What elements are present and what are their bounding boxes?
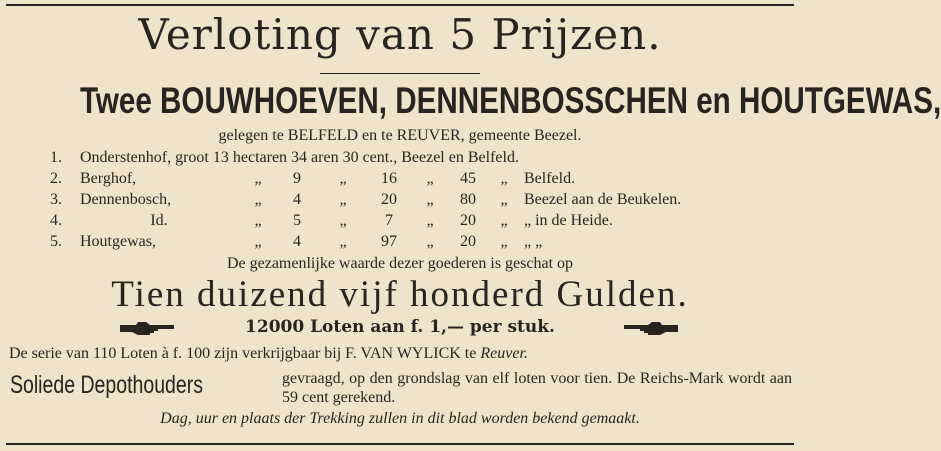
prize-cell-place: Belfeld. bbox=[524, 170, 576, 187]
prize-cell-num: 4. bbox=[50, 212, 62, 229]
prize-cell-q4: „ bbox=[500, 233, 508, 250]
prize-cell-place: „ in de Heide. bbox=[524, 212, 613, 229]
prize-cell-q2: „ bbox=[339, 191, 347, 208]
prize-cell-num: 3. bbox=[50, 191, 62, 208]
depot-text: gevraagd, op den grondslag van elf loten voor tien. De Reichs-Mark wordt aan 59 cent gerekend. bbox=[282, 370, 792, 406]
prize-cell-v1: 4 bbox=[293, 233, 301, 250]
prize-cell-q4: „ bbox=[500, 170, 508, 187]
prize-cell-name: Houtgewas, bbox=[80, 233, 156, 250]
prize-cell-q1: „ bbox=[254, 233, 262, 250]
prize-cell-q2: „ bbox=[339, 233, 347, 250]
bottom-border-rule bbox=[6, 443, 794, 445]
prize-row bbox=[50, 212, 681, 233]
prize-list bbox=[50, 149, 681, 254]
prize-cell-v1: 5 bbox=[293, 212, 301, 229]
prize-cell-place: Beezel aan de Beukelen. bbox=[524, 191, 682, 208]
prize-cell-q1: „ bbox=[254, 191, 262, 208]
prize-cell-q3: „ bbox=[426, 233, 434, 250]
prize-cell-v2: 16 bbox=[381, 170, 397, 187]
prize-cell-q4: „ bbox=[500, 191, 508, 208]
prize-cell-v2: 97 bbox=[381, 233, 397, 250]
pointing-hand-left-icon bbox=[622, 318, 680, 338]
estimate-line: De gezamenlijke waarde dezer goederen is geschat op bbox=[226, 255, 574, 272]
prize-cell-full: Onderstenhof, groot 13 hectaren 34 aren 30 cent., Beezel en Belfeld. bbox=[80, 149, 519, 166]
depot-heading: Soliede Depothouders bbox=[10, 371, 203, 399]
prize-cell-num: 2. bbox=[50, 170, 62, 187]
prize-cell-v2: 7 bbox=[385, 212, 393, 229]
footer-note: Dag, uur en plaats der Trekking zullen in dit blad worden bekend gemaakt. bbox=[160, 410, 640, 427]
prize-cell-name: Berghof, bbox=[80, 170, 137, 187]
lottery-tickets-line: 12000 Loten aan f. 1,— per stuk. bbox=[245, 317, 555, 337]
location-line: gelegen te BELFELD en te REUVER, gemeente Beezel. bbox=[218, 127, 582, 144]
prize-cell-place: „ „ bbox=[524, 233, 543, 250]
prize-cell-q2: „ bbox=[339, 212, 347, 229]
prize-row bbox=[50, 149, 681, 170]
prize-cell-v1: 9 bbox=[293, 170, 301, 187]
prize-cell-v3: 45 bbox=[460, 170, 476, 187]
prize-row bbox=[50, 233, 681, 254]
prize-row bbox=[50, 170, 681, 191]
prize-cell-v3: 20 bbox=[460, 233, 476, 250]
serie-line bbox=[9, 345, 791, 363]
prize-cell-name: Dennenbosch, bbox=[80, 191, 172, 208]
prize-cell-v2: 20 bbox=[381, 191, 397, 208]
prize-row bbox=[50, 191, 681, 212]
prize-cell-q3: „ bbox=[426, 212, 434, 229]
prize-cell-q2: „ bbox=[339, 170, 347, 187]
serie-text: De serie van 110 Loten à f. 100 zijn verkrijgbaar bij F. VAN WYLICK te bbox=[9, 345, 477, 362]
prize-cell-q3: „ bbox=[426, 191, 434, 208]
prize-cell-q1: „ bbox=[254, 170, 262, 187]
serie-place: Reuver. bbox=[480, 345, 528, 362]
prize-cell-num: 1. bbox=[50, 149, 62, 166]
prize-cell-v1: 4 bbox=[293, 191, 301, 208]
prize-cell-v3: 20 bbox=[460, 212, 476, 229]
total-value: Tien duizend vijf honderd Gulden. bbox=[111, 274, 689, 315]
prize-cell-q3: „ bbox=[426, 170, 434, 187]
advert-title: Verloting van 5 Prijzen. bbox=[138, 10, 662, 59]
top-border-rule bbox=[6, 4, 794, 6]
title-divider bbox=[320, 73, 480, 74]
prize-cell-num: 5. bbox=[50, 233, 62, 250]
prize-cell-q1: „ bbox=[254, 212, 262, 229]
prize-cell-name: Id. bbox=[150, 212, 168, 229]
advert-subtitle: Twee BOUWHOEVEN, DENNENBOSSCHEN en HOUTGEWAS, bbox=[80, 80, 941, 121]
prize-cell-v3: 80 bbox=[460, 191, 476, 208]
prize-cell-q4: „ bbox=[500, 212, 508, 229]
